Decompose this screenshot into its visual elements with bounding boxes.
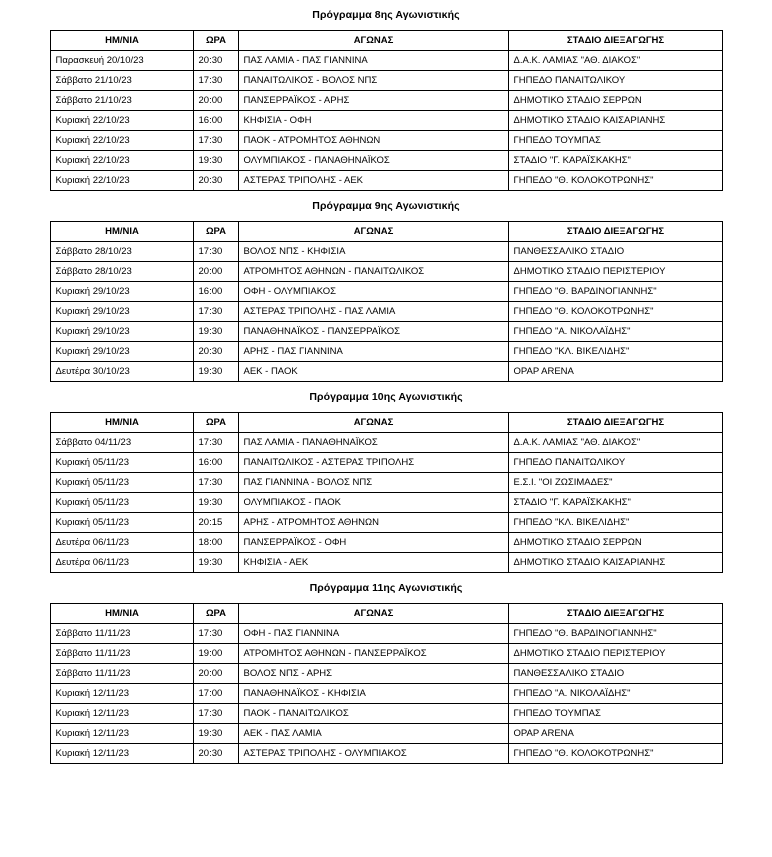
table-row [50,242,722,262]
cell-venue: ΓΗΠΕΔΟ "Θ. ΚΟΛΟΚΟΤΡΩΝΗΣ" [508,171,722,191]
cell-date: Κυριακή 29/10/23 [50,322,193,342]
cell-match: ΑΤΡΟΜΗΤΟΣ ΑΘΗΝΩΝ - ΠΑΝΑΙΤΩΛΙΚΟΣ [238,262,508,282]
cell-date: Κυριακή 22/10/23 [50,151,193,171]
cell-date: Σάββατο 21/10/23 [50,71,193,91]
cell-time: 19:30 [193,362,238,382]
cell-match: ΑΣΤΕΡΑΣ ΤΡΙΠΟΛΗΣ - ΠΑΣ ΛΑΜΙΑ [238,302,508,322]
cell-venue: ΠΑΝΘΕΣΣΑΛΙΚΟ ΣΤΑΔΙΟ [508,664,722,684]
cell-venue: ΓΗΠΕΔΟ "Θ. ΚΟΛΟΚΟΤΡΩΝΗΣ" [508,744,722,764]
cell-venue: ΠΑΝΘΕΣΣΑΛΙΚΟ ΣΤΑΔΙΟ [508,242,722,262]
table-row [50,91,722,111]
cell-match: ΚΗΦΙΣΙΑ - ΑΕΚ [238,553,508,573]
cell-date: Σάββατο 11/11/23 [50,624,193,644]
cell-venue: ΣΤΑΔΙΟ "Γ. ΚΑΡΑΪΣΚΑΚΗΣ" [508,151,722,171]
cell-date: Κυριακή 05/11/23 [50,493,193,513]
cell-match: ΑΕΚ - ΠΑΣ ΛΑΜΙΑ [238,724,508,744]
cell-time: 19:00 [193,644,238,664]
cell-venue: ΔΗΜΟΤΙΚΟ ΣΤΑΔΙΟ ΚΑΙΣΑΡΙΑΝΗΣ [508,111,722,131]
cell-venue: ΓΗΠΕΔΟ "ΚΛ. ΒΙΚΕΛΙΔΗΣ" [508,342,722,362]
cell-time: 20:30 [193,171,238,191]
cell-match: ΑΣΤΕΡΑΣ ΤΡΙΠΟΛΗΣ - ΟΛΥΜΠΙΑΚΟΣ [238,744,508,764]
cell-time: 17:30 [193,131,238,151]
cell-date: Κυριακή 12/11/23 [50,724,193,744]
cell-time: 20:30 [193,744,238,764]
cell-time: 16:00 [193,453,238,473]
column-header-date: ΗΜ/ΝΙΑ [50,222,193,242]
table-row [50,664,722,684]
cell-time: 19:30 [193,493,238,513]
table-row [50,111,722,131]
cell-time: 16:00 [193,111,238,131]
cell-match: ΑΤΡΟΜΗΤΟΣ ΑΘΗΝΩΝ - ΠΑΝΣΕΡΡΑΪΚΟΣ [238,644,508,664]
cell-date: Κυριακή 12/11/23 [50,684,193,704]
cell-date: Κυριακή 29/10/23 [50,302,193,322]
cell-match: ΠΑΣ ΓΙΑΝΝΙΝΑ - ΒΟΛΟΣ ΝΠΣ [238,473,508,493]
column-header-venue: ΣΤΑΔΙΟ ΔΙΕΞΑΓΩΓΗΣ [508,31,722,51]
table-row [50,553,722,573]
cell-time: 17:30 [193,473,238,493]
cell-date: Κυριακή 22/10/23 [50,131,193,151]
cell-venue: ΔΗΜΟΤΙΚΟ ΣΤΑΔΙΟ ΠΕΡΙΣΤΕΡΙΟΥ [508,644,722,664]
cell-date: Σάββατο 28/10/23 [50,242,193,262]
table-row [50,362,722,382]
cell-date: Δευτέρα 30/10/23 [50,362,193,382]
table-row [50,131,722,151]
cell-venue: ΔΗΜΟΤΙΚΟ ΣΤΑΔΙΟ ΚΑΙΣΑΡΙΑΝΗΣ [508,553,722,573]
table-row [50,322,722,342]
table-row [50,724,722,744]
section-title-8: Πρόγραμμα 8ης Αγωνιστικής [312,9,460,21]
cell-time: 17:00 [193,684,238,704]
cell-date: Κυριακή 05/11/23 [50,513,193,533]
matchday-section-10 [0,382,772,573]
cell-venue: ΓΗΠΕΔΟ "Θ. ΒΑΡΔΙΝΟΓΙΑΝΝΗΣ" [508,624,722,644]
cell-venue: ΔΗΜΟΤΙΚΟ ΣΤΑΔΙΟ ΣΕΡΡΩΝ [508,91,722,111]
table-row [50,302,722,322]
table-row [50,151,722,171]
cell-match: ΠΑΟΚ - ΠΑΝΑΙΤΩΛΙΚΟΣ [238,704,508,724]
cell-venue: ΓΗΠΕΔΟ ΤΟΥΜΠΑΣ [508,704,722,724]
cell-date: Σάββατο 04/11/23 [50,433,193,453]
cell-date: Κυριακή 22/10/23 [50,171,193,191]
cell-time: 18:00 [193,533,238,553]
cell-date: Σάββατο 11/11/23 [50,644,193,664]
table-row [50,493,722,513]
table-row [50,171,722,191]
column-header-match: ΑΓΩΝΑΣ [238,413,508,433]
column-header-venue: ΣΤΑΔΙΟ ΔΙΕΞΑΓΩΓΗΣ [508,222,722,242]
column-header-date: ΗΜ/ΝΙΑ [50,31,193,51]
cell-venue: ΔΗΜΟΤΙΚΟ ΣΤΑΔΙΟ ΣΕΡΡΩΝ [508,533,722,553]
cell-match: ΟΛΥΜΠΙΑΚΟΣ - ΠΑΝΑΘΗΝΑΪΚΟΣ [238,151,508,171]
table-header-row [50,31,722,51]
cell-date: Κυριακή 05/11/23 [50,453,193,473]
cell-date: Κυριακή 29/10/23 [50,282,193,302]
cell-time: 20:00 [193,664,238,684]
cell-date: Παρασκευή 20/10/23 [50,51,193,71]
section-title-10: Πρόγραμμα 10ης Αγωνιστικής [309,391,463,403]
cell-match: ΠΑΝΑΘΗΝΑΪΚΟΣ - ΚΗΦΙΣΙΑ [238,684,508,704]
column-header-match: ΑΓΩΝΑΣ [238,222,508,242]
column-header-venue: ΣΤΑΔΙΟ ΔΙΕΞΑΓΩΓΗΣ [508,604,722,624]
section-title-11: Πρόγραμμα 11ης Αγωνιστικής [309,582,463,594]
cell-match: ΟΛΥΜΠΙΑΚΟΣ - ΠΑΟΚ [238,493,508,513]
column-header-time: ΩΡΑ [193,31,238,51]
schedule-table-10 [50,412,723,573]
cell-time: 20:00 [193,262,238,282]
cell-match: ΑΡΗΣ - ΑΤΡΟΜΗΤΟΣ ΑΘΗΝΩΝ [238,513,508,533]
cell-date: Κυριακή 05/11/23 [50,473,193,493]
cell-time: 20:30 [193,51,238,71]
cell-venue: ΓΗΠΕΔΟ "Θ. ΒΑΡΔΙΝΟΓΙΑΝΝΗΣ" [508,282,722,302]
table-row [50,684,722,704]
schedule-table-11 [50,603,723,764]
table-row [50,282,722,302]
cell-date: Σάββατο 11/11/23 [50,664,193,684]
cell-venue: ΓΗΠΕΔΟ ΤΟΥΜΠΑΣ [508,131,722,151]
cell-date: Σάββατο 21/10/23 [50,91,193,111]
cell-venue: Ε.Σ.Ι. "ΟΙ ΖΩΣΙΜΑΔΕΣ" [508,473,722,493]
cell-time: 17:30 [193,71,238,91]
cell-venue: ΣΤΑΔΙΟ "Γ. ΚΑΡΑΪΣΚΑΚΗΣ" [508,493,722,513]
column-header-venue: ΣΤΑΔΙΟ ΔΙΕΞΑΓΩΓΗΣ [508,413,722,433]
cell-time: 19:30 [193,553,238,573]
table-header-row [50,604,722,624]
schedule-table-8 [50,30,723,191]
table-row [50,744,722,764]
cell-time: 17:30 [193,302,238,322]
cell-time: 17:30 [193,624,238,644]
cell-match: ΠΑΣ ΛΑΜΙΑ - ΠΑΣ ΓΙΑΝΝΙΝΑ [238,51,508,71]
column-header-match: ΑΓΩΝΑΣ [238,31,508,51]
cell-time: 19:30 [193,322,238,342]
matchday-section-8 [0,0,772,191]
cell-venue: ΓΗΠΕΔΟ "Α. ΝΙΚΟΛΑΪΔΗΣ" [508,684,722,704]
cell-date: Δευτέρα 06/11/23 [50,553,193,573]
cell-match: ΒΟΛΟΣ ΝΠΣ - ΚΗΦΙΣΙΑ [238,242,508,262]
table-row [50,262,722,282]
cell-date: Κυριακή 12/11/23 [50,744,193,764]
table-header-row [50,222,722,242]
cell-match: ΑΣΤΕΡΑΣ ΤΡΙΠΟΛΗΣ - ΑΕΚ [238,171,508,191]
schedule-table-9 [50,221,723,382]
cell-match: ΟΦΗ - ΠΑΣ ΓΙΑΝΝΙΝΑ [238,624,508,644]
cell-venue: ΓΗΠΕΔΟ "ΚΛ. ΒΙΚΕΛΙΔΗΣ" [508,513,722,533]
table-row [50,624,722,644]
cell-time: 17:30 [193,704,238,724]
matchday-section-9 [0,191,772,382]
cell-date: Δευτέρα 06/11/23 [50,533,193,553]
cell-match: ΚΗΦΙΣΙΑ - ΟΦΗ [238,111,508,131]
cell-match: ΒΟΛΟΣ ΝΠΣ - ΑΡΗΣ [238,664,508,684]
column-header-date: ΗΜ/ΝΙΑ [50,604,193,624]
table-row [50,51,722,71]
cell-match: ΠΑΝΑΙΤΩΛΙΚΟΣ - ΑΣΤΕΡΑΣ ΤΡΙΠΟΛΗΣ [238,453,508,473]
cell-venue: ΓΗΠΕΔΟ "Α. ΝΙΚΟΛΑΪΔΗΣ" [508,322,722,342]
table-row [50,433,722,453]
column-header-time: ΩΡΑ [193,413,238,433]
table-row [50,704,722,724]
column-header-date: ΗΜ/ΝΙΑ [50,413,193,433]
table-row [50,453,722,473]
cell-venue: OPAP ARENA [508,362,722,382]
column-header-match: ΑΓΩΝΑΣ [238,604,508,624]
cell-venue: ΓΗΠΕΔΟ ΠΑΝΑΙΤΩΛΙΚΟΥ [508,71,722,91]
cell-match: ΠΑΝΣΕΡΡΑΪΚΟΣ - ΑΡΗΣ [238,91,508,111]
cell-date: Κυριακή 29/10/23 [50,342,193,362]
cell-time: 19:30 [193,724,238,744]
cell-venue: ΓΗΠΕΔΟ ΠΑΝΑΙΤΩΛΙΚΟΥ [508,453,722,473]
cell-match: ΟΦΗ - ΟΛΥΜΠΙΑΚΟΣ [238,282,508,302]
section-title-9: Πρόγραμμα 9ης Αγωνιστικής [312,200,460,212]
table-row [50,473,722,493]
table-row [50,513,722,533]
cell-time: 17:30 [193,433,238,453]
cell-match: ΑΡΗΣ - ΠΑΣ ΓΙΑΝΝΙΝΑ [238,342,508,362]
cell-time: 16:00 [193,282,238,302]
cell-match: ΠΑΣ ΛΑΜΙΑ - ΠΑΝΑΘΗΝΑΪΚΟΣ [238,433,508,453]
cell-venue: OPAP ARENA [508,724,722,744]
cell-match: ΠΑΟΚ - ΑΤΡΟΜΗΤΟΣ ΑΘΗΝΩΝ [238,131,508,151]
column-header-time: ΩΡΑ [193,222,238,242]
cell-venue: ΓΗΠΕΔΟ "Θ. ΚΟΛΟΚΟΤΡΩΝΗΣ" [508,302,722,322]
cell-time: 20:15 [193,513,238,533]
cell-date: Κυριακή 22/10/23 [50,111,193,131]
cell-time: 20:00 [193,91,238,111]
cell-match: ΠΑΝΑΘΗΝΑΪΚΟΣ - ΠΑΝΣΕΡΡΑΪΚΟΣ [238,322,508,342]
cell-time: 19:30 [193,151,238,171]
matchday-section-11 [0,573,772,764]
column-header-time: ΩΡΑ [193,604,238,624]
cell-venue: ΔΗΜΟΤΙΚΟ ΣΤΑΔΙΟ ΠΕΡΙΣΤΕΡΙΟΥ [508,262,722,282]
cell-date: Κυριακή 12/11/23 [50,704,193,724]
cell-match: ΑΕΚ - ΠΑΟΚ [238,362,508,382]
table-header-row [50,413,722,433]
cell-time: 17:30 [193,242,238,262]
table-row [50,644,722,664]
cell-match: ΠΑΝΣΕΡΡΑΪΚΟΣ - ΟΦΗ [238,533,508,553]
cell-venue: Δ.Α.Κ. ΛΑΜΙΑΣ "ΑΘ. ΔΙΑΚΟΣ" [508,51,722,71]
table-row [50,71,722,91]
table-row [50,342,722,362]
cell-venue: Δ.Α.Κ. ΛΑΜΙΑΣ "ΑΘ. ΔΙΑΚΟΣ" [508,433,722,453]
cell-date: Σάββατο 28/10/23 [50,262,193,282]
cell-match: ΠΑΝΑΙΤΩΛΙΚΟΣ - ΒΟΛΟΣ ΝΠΣ [238,71,508,91]
table-row [50,533,722,553]
cell-time: 20:30 [193,342,238,362]
